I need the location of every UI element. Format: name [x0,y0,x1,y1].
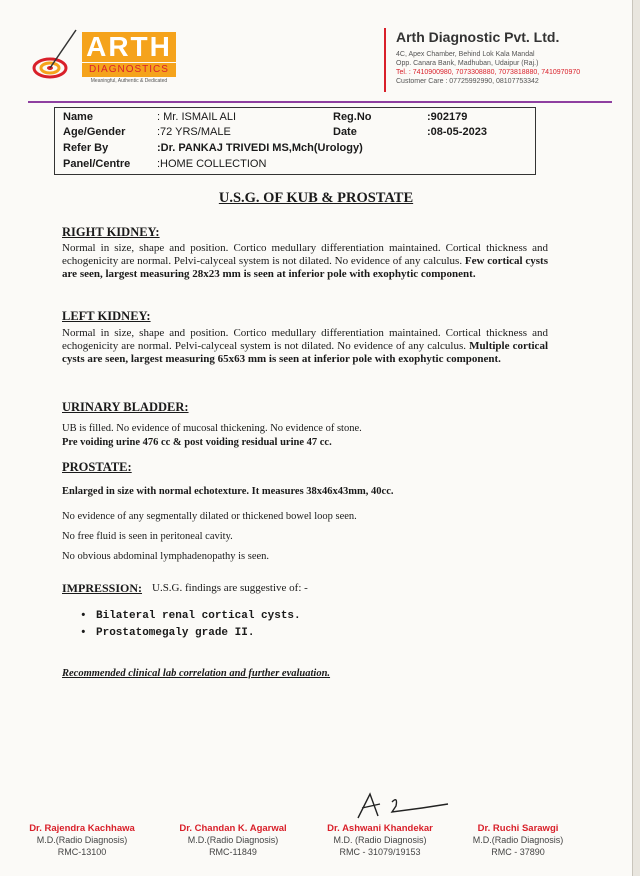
telephone: Tel. : 7410900980, 7073308880, 7073818880, 7410970970 [396,69,581,76]
company-name: Arth Diagnostic Pvt. Ltd. [396,29,560,45]
panel-label: Panel/Centre [63,158,131,170]
brand-tagline: Meaningful, Authentic & Dedicated [90,78,168,84]
refer-label: Refer By [63,142,109,154]
impression-intro: U.S.G. findings are suggestive of: - [152,582,308,594]
report-title: U.S.G. OF KUB & PROSTATE [218,190,414,206]
recommendation-note: Recommended clinical lab correlation and further evaluation. [62,668,331,679]
doctor-reg: RMC - 37890 [491,847,545,857]
address-line-1: 4C, Apex Chamber, Behind Lok Kala Mandal [396,51,535,58]
doctor-3 [305,823,455,858]
doctor-name: Dr. Chandan K. Agarwal [179,823,287,834]
age-label: Age/Gender [63,126,126,138]
doctor-degree: M.D.(Radio Diagnosis) [36,835,128,845]
left-kidney-text [62,327,548,366]
right-kidney-heading: RIGHT KIDNEY: [62,225,160,239]
doctor-reg: RMC-13100 [57,847,107,857]
other-finding-1: No evidence of any segmentally dilated or thickened bowel loop seen. [62,511,357,522]
header-rule [28,101,612,103]
doctor-reg: RMC-11849 [209,847,257,857]
doctor-reg: RMC - 31079/19153 [339,847,421,857]
date-label: Date [333,126,357,138]
left-kidney-heading: LEFT KIDNEY: [62,309,151,323]
other-finding-2: No free fluid is seen in peritoneal cavity. [62,531,233,542]
bladder-heading: URINARY BLADDER: [62,400,189,414]
doctor-1 [7,823,157,858]
impression-item [80,610,301,622]
brand-subtitle: DIAGNOSTICS [82,63,176,77]
patient-info-box [54,107,536,175]
right-kidney-text [62,242,548,281]
refer-value: :Dr. PANKAJ TRIVEDI MS,Mch(Urology) [157,142,363,154]
impression-heading: IMPRESSION: [62,581,143,595]
left-kidney-normal: Normal in size, shape and position. Cortico medullary differentiation maintained. Cortical thickness and echogenicity are normal. Pelvi-calyceal system is not dilated. No evidence of any calculus. [62,327,548,352]
impression-text-1: Bilateral renal cortical cysts. [96,610,301,622]
company-address [396,50,626,86]
right-kidney-finding: Few cortical cysts are seen, largest measuring 28x23 mm is seen at inferior pole with exophytic component. [62,255,548,280]
doctor-degree: M.D.(Radio Diagnosis) [187,835,279,845]
bladder-line-2: Pre voiding urine 476 cc & post voiding residual urine 47 cc. [62,437,332,448]
panel-value: :HOME COLLECTION [157,158,267,170]
bladder-line-1: UB is filled. No evidence of mucosal thickening. No evidence of stone. [62,423,362,434]
doctor-degree: M.D. (Radio Diagnosis) [333,835,427,845]
header-divider [384,28,386,92]
name-value: : Mr. ISMAIL ALI [157,111,237,123]
bullet-icon: • [80,627,87,639]
other-finding-3: No obvious abdominal lymphadenopathy is seen. [62,551,270,562]
age-value: :72 YRS/MALE [157,126,231,138]
impression-item [80,627,254,639]
doctor-name: Dr. Ruchi Sarawgi [477,823,559,834]
name-label: Name [63,111,93,123]
signature-icon [352,790,452,820]
doctor-degree: M.D.(Radio Diagnosis) [472,835,564,845]
left-kidney-finding: Multiple cortical cysts are seen, largest measuring 65x63 mm is seen at inferior pole with exophytic component. [62,340,548,365]
customer-care: Customer Care : 07725992990, 08107753342 [396,78,539,85]
right-kidney-normal: Normal in size, shape and position. Cortico medullary differentiation maintained. Cortical thickness and echogenicity are normal. Pelvi-calyceal system is not dilated. No evidence of any calculus. [62,242,548,267]
doctor-2 [158,823,308,858]
brand-name: ARTH [82,32,176,62]
bullet-icon: • [80,610,87,622]
doctor-name: Dr. Ashwani Khandekar [327,823,433,834]
impression-text-2: Prostatomegaly grade II. [96,627,255,639]
regno-value: :902179 [427,111,468,123]
doctor-4 [443,823,593,858]
prostate-line: Enlarged in size with normal echotexture. It measures 38x46x43mm, 40cc. [62,486,394,497]
address-line-2: Opp. Canara Bank, Madhuban, Udaipur (Raj.) [396,60,539,67]
date-value: :08-05-2023 [427,126,487,138]
paper-edge [632,0,640,876]
doctor-name: Dr. Rajendra Kachhawa [29,823,135,834]
prostate-heading: PROSTATE: [62,460,132,474]
regno-label: Reg.No [333,111,372,123]
